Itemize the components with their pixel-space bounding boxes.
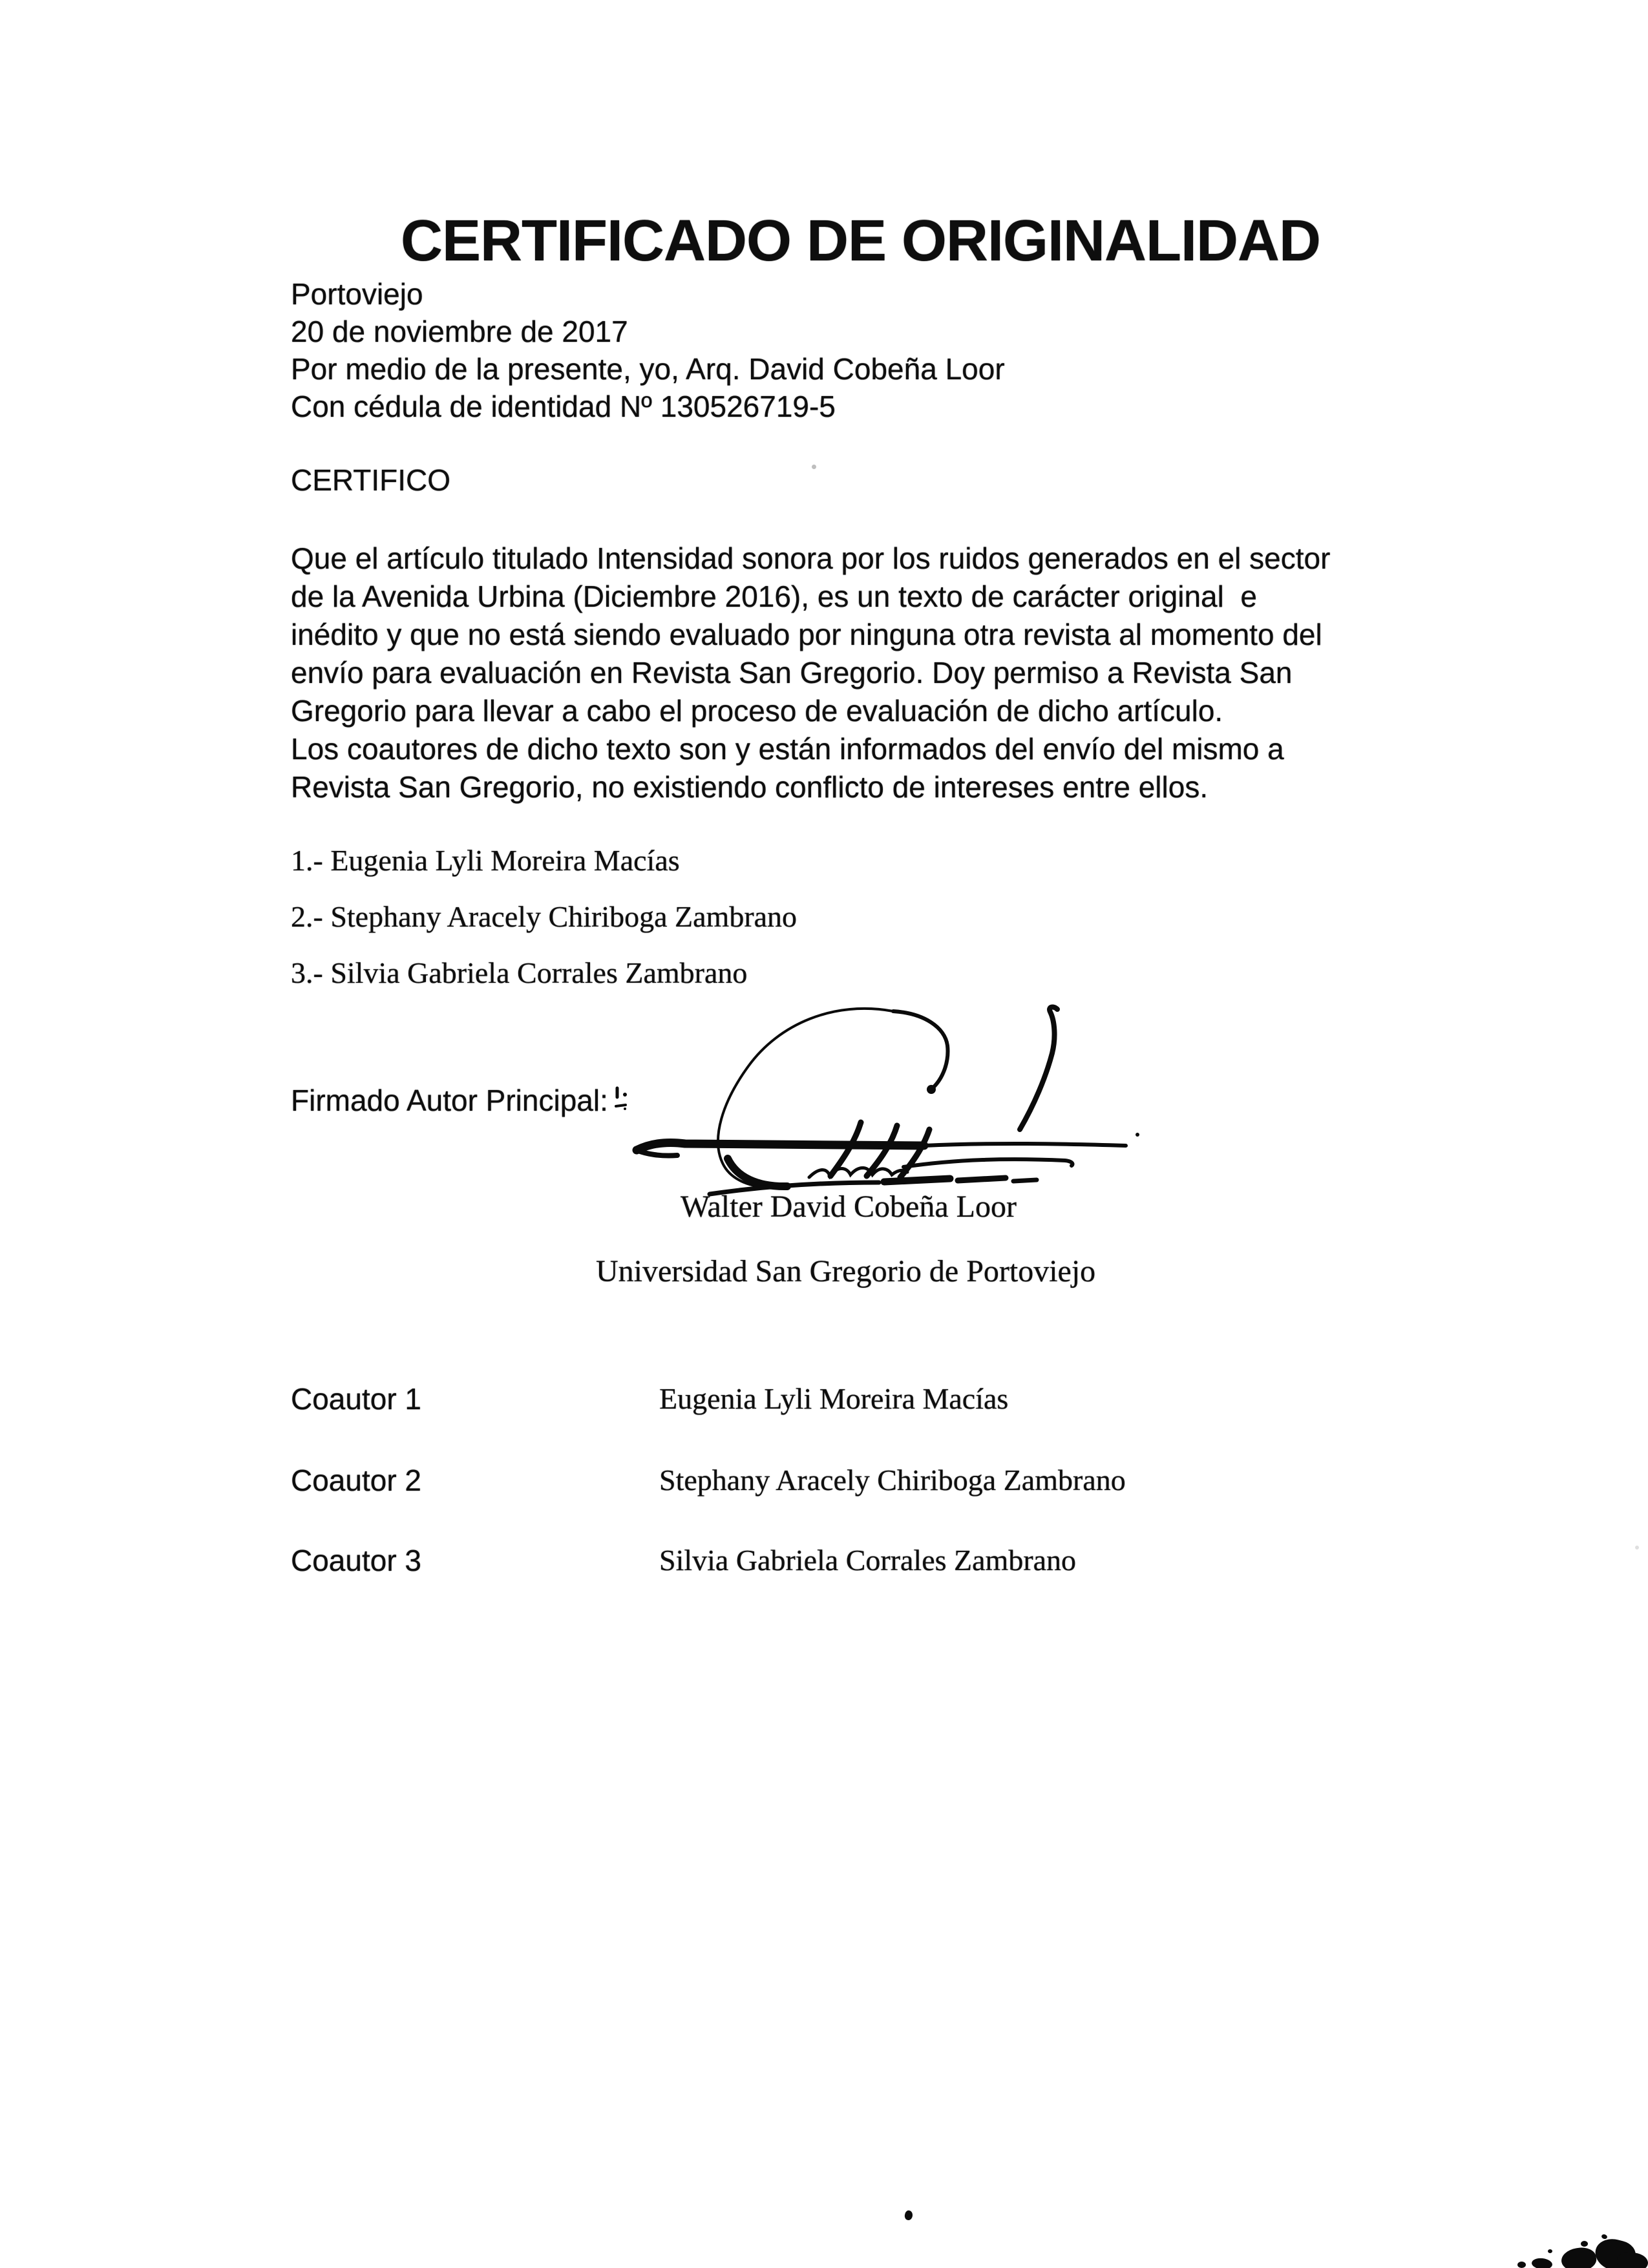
coauthor-list-item: 2.- Stephany Aracely Chiriboga Zambrano <box>291 900 798 933</box>
coauthor-list-item: 3.- Silvia Gabriela Corrales Zambrano <box>291 956 748 989</box>
corner-ink-smudge <box>1617 2252 1648 2268</box>
certify-heading: CERTIFICO <box>291 463 451 497</box>
coauthor-name: Eugenia Lyli Moreira Macías <box>659 1382 1009 1415</box>
header-date: 20 de noviembre de 2017 <box>291 315 628 348</box>
paragraph-line: envío para evaluación en Revista San Gregorio. Doy permiso a Revista San <box>291 656 1293 689</box>
coauthor-label: Coautor 1 <box>291 1382 422 1416</box>
corner-ink-smudge <box>1531 2257 1553 2268</box>
paragraph-line: Revista San Gregorio, no existiendo conflicto de intereses entre ellos. <box>291 770 1209 804</box>
corner-ink-smudge <box>1548 2249 1552 2253</box>
coauthor-name: Silvia Gabriela Corrales Zambrano <box>659 1544 1077 1577</box>
coauthor-label: Coautor 2 <box>291 1464 422 1497</box>
coauthor-row <box>0 1381 1648 1420</box>
header-id-number: Con cédula de identidad Nº 130526719-5 <box>291 390 836 423</box>
signer-name: Walter David Cobeña Loor <box>681 1190 1017 1224</box>
coauthor-list-item: 1.- Eugenia Lyli Moreira Macías <box>291 844 680 877</box>
institution-name: Universidad San Gregorio de Portoviejo <box>596 1254 1096 1288</box>
paragraph-line: Los coautores de dicho texto son y están informados del envío del mismo a <box>291 732 1284 766</box>
paragraph-line: Gregorio para llevar a cabo el proceso de evaluación de dicho artículo. <box>291 694 1223 728</box>
corner-ink-smudge <box>1517 2262 1526 2268</box>
corner-ink-smudge <box>1560 2245 1598 2268</box>
certification-paragraph <box>291 540 1330 806</box>
header-author-intro: Por medio de la presente, yo, Arq. David Cobeña Loor <box>291 352 1005 386</box>
coauthor-row <box>0 1543 1648 1582</box>
signature-label: Firmado Autor Principal: <box>291 1084 608 1117</box>
signature-ink-icon <box>601 992 1163 1215</box>
header-city: Portoviejo <box>291 277 423 311</box>
letter-header <box>291 275 1005 425</box>
paragraph-line: de la Avenida Urbina (Diciembre 2016), es un texto de carácter original e <box>291 580 1257 613</box>
bottom-ink-dot <box>904 2210 914 2221</box>
coauthor-row <box>0 1463 1648 1502</box>
page-title: CERTIFICADO DE ORIGINALIDAD <box>401 209 1320 273</box>
paragraph-line: inédito y que no está siendo evaluado por ninguna otra revista al momento del <box>291 618 1322 651</box>
paragraph-line: Que el artículo titulado Intensidad sonora por los ruidos generados en el sector <box>291 541 1331 575</box>
faint-scan-speck <box>1635 1546 1639 1549</box>
faint-scan-speck <box>812 465 816 469</box>
corner-ink-smudge <box>1581 2241 1588 2247</box>
coauthor-name: Stephany Aracely Chiriboga Zambrano <box>659 1464 1126 1496</box>
coauthor-label: Coautor 3 <box>291 1544 422 1577</box>
